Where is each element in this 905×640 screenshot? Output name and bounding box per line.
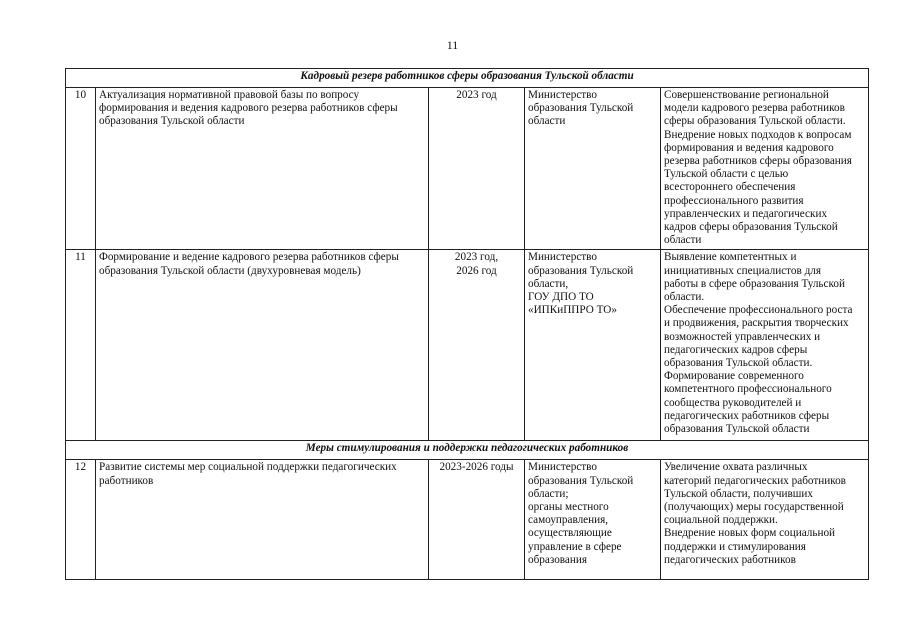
responsible-line: «ИПКиППРО ТО»: [528, 304, 617, 317]
term-line: 2026 год: [456, 264, 497, 277]
result-line: сообщества руководителей и: [664, 396, 802, 409]
result-line: кадров сферы образования Тульской: [664, 221, 838, 234]
responsible-cell: [525, 88, 661, 250]
responsible-line: органы местного: [528, 501, 609, 514]
term-cell: [429, 460, 525, 580]
responsible-line: области: [528, 115, 566, 128]
result-line: инициативных специалистов для: [664, 264, 821, 277]
section-header-row: [66, 441, 869, 460]
responsible-line: управление в сфере: [528, 540, 622, 553]
result-line: Внедрение новых подходов к вопросам: [664, 128, 852, 141]
result-line: Обеспечение профессионального роста: [664, 304, 853, 317]
result-cell: [661, 88, 869, 250]
responsible-line: образования Тульской: [528, 264, 634, 277]
result-line: компетентного профессионального: [664, 383, 832, 396]
responsible-line: осуществляющие: [528, 527, 612, 540]
result-line: резерва работников сферы образования: [664, 155, 852, 168]
result-line: области: [664, 234, 702, 247]
action-plan-table: [65, 68, 869, 580]
row-number: 11: [66, 250, 96, 441]
result-line: Внедрение новых форм социальной: [664, 527, 836, 540]
result-line: Тульской области, получивших: [664, 487, 813, 500]
table-row: [66, 88, 869, 250]
activity-cell: Формирование и ведение кадрового резерва работников сферы образования Тульской области (двухуровневая модель): [96, 250, 429, 441]
result-line: формирования и ведения кадрового: [664, 141, 834, 154]
responsible-line: области;: [528, 487, 569, 500]
result-line: образования Тульской области: [664, 423, 810, 436]
result-line: педагогических работников сферы: [664, 409, 830, 422]
term-cell: [429, 88, 525, 250]
result-line: Увеличение охвата различных: [664, 461, 808, 474]
row-number: 10: [66, 88, 96, 250]
section-header-row: [66, 69, 869, 88]
result-line: сферы образования Тульской области.: [664, 115, 846, 128]
responsible-line: Министерство: [528, 89, 597, 101]
responsible-cell: [525, 460, 661, 580]
result-line: работы в сфере образования Тульской: [664, 277, 845, 290]
row-number: 12: [66, 460, 96, 580]
plan-table-body: [66, 69, 869, 580]
section-title: Кадровый резерв работников сферы образования Тульской области: [66, 69, 869, 88]
responsible-line: самоуправления,: [528, 514, 609, 527]
term-line: 2023 год: [456, 89, 497, 101]
term-line: 2023-2026 годы: [439, 461, 514, 474]
table-row: [66, 250, 869, 441]
result-line: и продвижения, раскрытия творческих: [664, 317, 849, 330]
result-line: образования Тульской области.: [664, 357, 813, 370]
result-line: Тульской области с целью: [664, 168, 789, 181]
result-line: возможностей управленческих и: [664, 330, 821, 343]
page-number: 11: [446, 38, 459, 52]
result-line: всестороннего обеспечения: [664, 181, 796, 194]
result-line: области.: [664, 291, 705, 304]
result-cell: [661, 460, 869, 580]
responsible-line: Министерство: [528, 251, 597, 264]
result-cell: [661, 250, 869, 441]
responsible-line: образования Тульской: [528, 474, 634, 487]
responsible-line: области,: [528, 277, 569, 290]
result-line: педагогических кадров сферы: [664, 343, 808, 356]
term-cell: [429, 250, 525, 441]
result-line: категорий педагогических работников: [664, 474, 846, 487]
responsible-cell: [525, 250, 661, 441]
result-line: социальной поддержки.: [664, 514, 778, 527]
result-line: управленческих и педагогических: [664, 207, 828, 220]
responsible-line: образования: [528, 553, 588, 566]
result-line: Формирование современного: [664, 370, 804, 383]
table-row: [66, 460, 869, 580]
responsible-line: образования Тульской: [528, 102, 634, 115]
result-line: профессионального развития: [664, 194, 804, 207]
term-line: 2023 год,: [454, 251, 499, 264]
activity-cell: Актуализация нормативной правовой базы по вопросу формирования и ведения кадрового резерва работников сферы образования Тульской области: [96, 88, 429, 250]
result-line: Совершенствование региональной: [664, 89, 829, 101]
responsible-line: ГОУ ДПО ТО: [528, 291, 594, 304]
section-title: Меры стимулирования и поддержки педагогических работников: [66, 441, 869, 460]
result-line: модели кадрового резерва работников: [664, 102, 845, 115]
activity-cell: Развитие системы мер социальной поддержки педагогических работников: [96, 460, 429, 580]
result-line: Выявление компетентных и: [664, 251, 797, 264]
result-line: (получающих) меры государственной: [664, 501, 844, 514]
result-line: поддержки и стимулирования: [664, 540, 806, 553]
responsible-line: Министерство: [528, 461, 597, 474]
result-line: педагогических работников: [664, 553, 796, 566]
